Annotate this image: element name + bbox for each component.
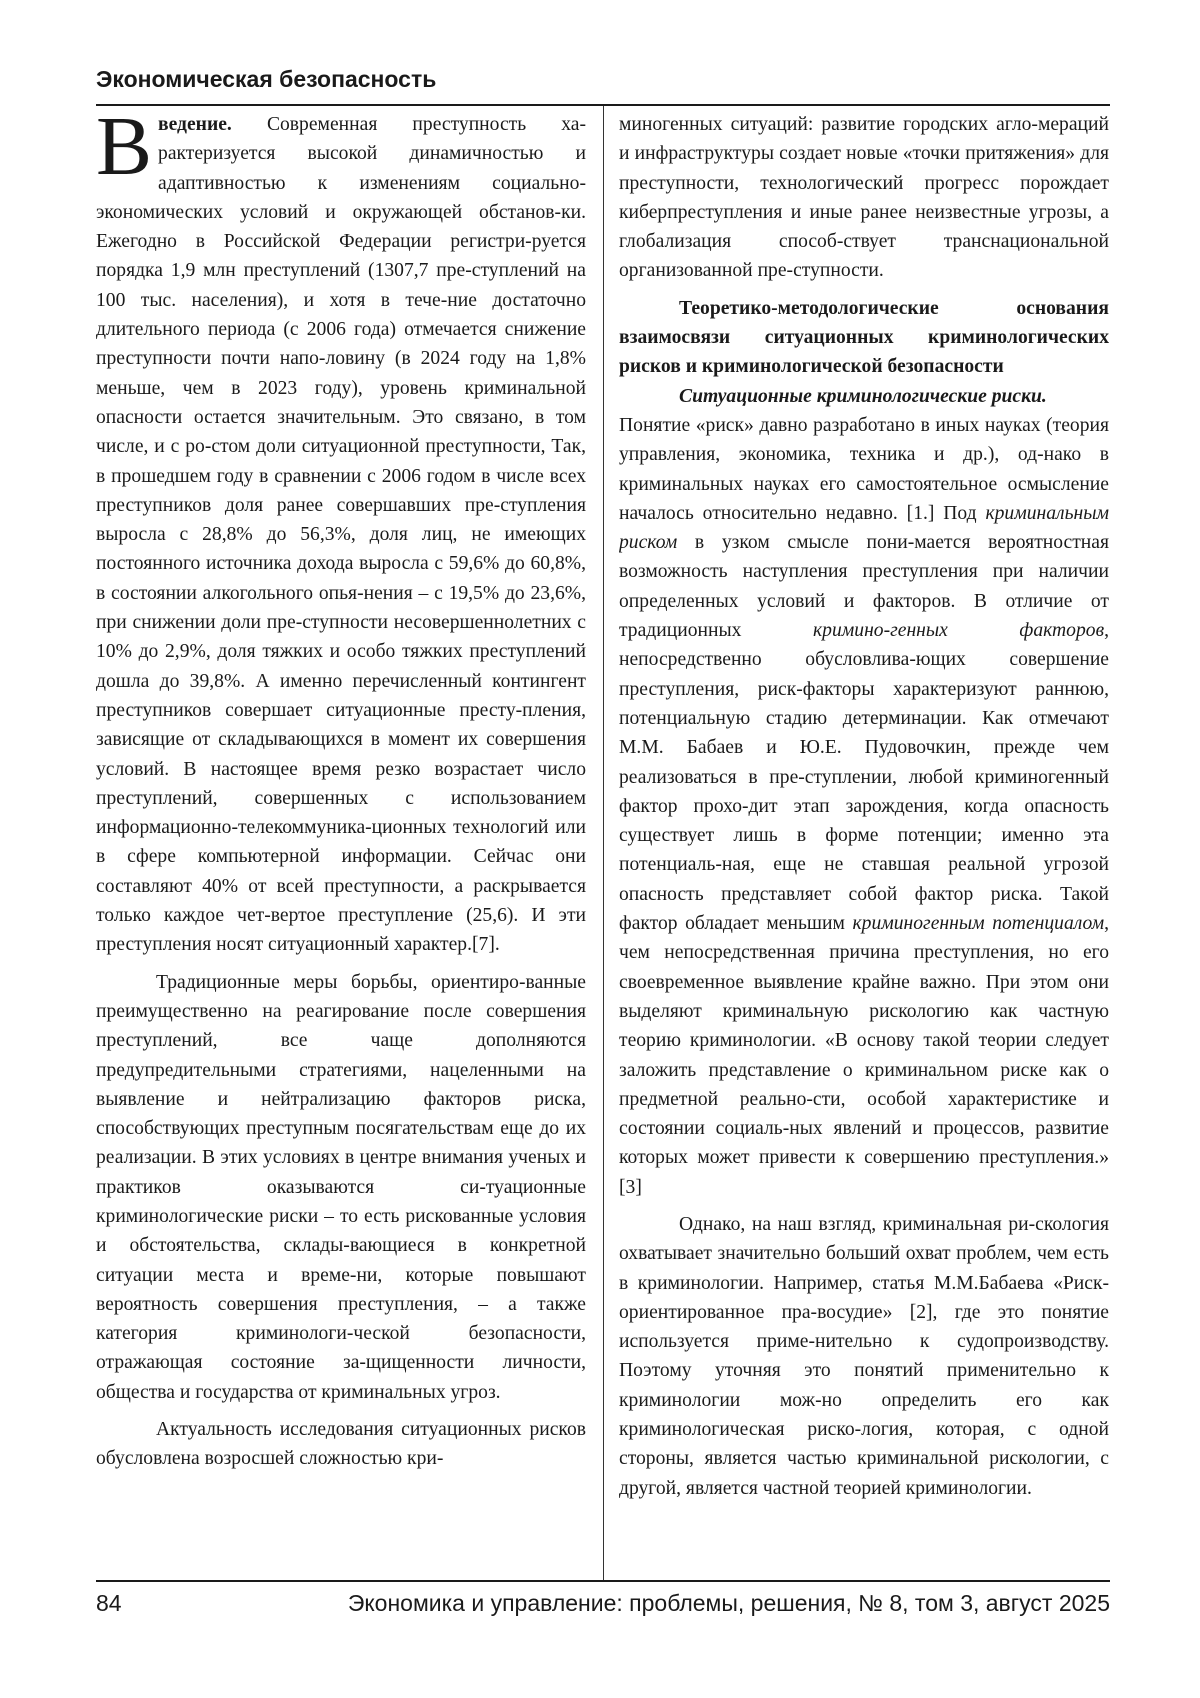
risk-text-a: Понятие «риск» давно разработано в иных науках (теория управления, экономика, техника и др.), од-нако в криминальных науках его самостоятельное осмысление началось относительно недавно. [1.] Под [619,414,1109,524]
section-heading: Теоретико-методологические основания взаимосвязи ситуационных криминологических рисков и криминологической безопасности [619,297,1109,378]
continuation-paragraph: миногенных ситуаций: развитие городских агло-мераций и инфраструктуры создает новые «точки притяжения» для преступности, технологический прогресс порождает киберпреступления и иные ранее неизвестные угрозы, а глобализация способ-ствует транснациональной организованной пре-ступности. [619,114,1109,282]
intro-lead: ведение. [158,114,232,135]
intro-text: Современная преступность ха-рактеризуется высокой динамичностью и адаптивностью к изменениям социально-экономических условий и окружающей обстанов-ки. Ежегодно в Российской Федерации регистри-руется порядка 1,9 млн преступлений (1307,7 пре-ступлений на 100 тыс. населения), и хотя в тече-ние достаточно длительного периода (с 2006 года) отмечается снижение преступности почти напо-ловину (в 2024 году на 1,8% меньше, чем в 2023 году), уровень криминальной опасности остается значительным. Это связано, в том числе, и с ро-стом доли ситуационной преступности, Так, в прошедшем году в сравнении с 2006 годом в числе всех преступников доля ранее совершавших пре-ступления выросла с 28,8% до 56,3%, доля лиц, не имеющих постоянного источника дохода выросла с 59,6% до 60,8%, в состоянии алкогольного опья-нения – с 19,5% до 23,6%, при снижении доли пре-ступности несовершеннолетних с 10% до 2,9%, доля тяжких и особо тяжких преступлений дошла до 39,8%. А именно перечисленный контингент преступников совершает ситуационные престу-пления, зависящие от складывающихся в момент их совершения условий. В настоящее время резко возрастает число преступлений, совершенных с использованием информационно-телекоммуника-ционных технологий или в сфере компьютерной информации. Сейчас они составляют 40% от всей преступности, а раскрывается только каждое чет-вертое преступление (25,6). И эти преступления носят ситуационный характер.[7]. [96,114,586,956]
subheading: Ситуационные криминологические риски. [679,385,1047,407]
risk-term-2: кримино-генных факторов [813,620,1105,642]
paragraph-relevance: Актуальность исследования ситуационных рисков обусловлена возросшей сложностью кри- [96,1419,586,1470]
risk-term-3: криминогенным потенциалом [852,913,1105,935]
risk-text-c: , непосредственно обусловлива-ющих совершение преступления, риск-факторы характеризуют раннюю, потенциальную стадию детерминации. Как отмечают М.М. Бабаев и Ю.Е. Пудовочкин, прежде чем реализоваться в пре-ступлении, любой криминогенный фактор прохо-дит этап зарождения, когда опасность существует лишь в форме потенции; именно эта потенциаль-ная, еще не ставшая реальной угрозой опасность представляет собой фактор риска. Такой фактор обладает меньшим [619,620,1109,935]
page-number: 84 [96,1590,122,1616]
risk-term-1: криминальным риском [619,502,1109,554]
right-column [619,110,1109,1576]
journal-info: Экономика и управление: проблемы, решения, № 8, том 3, август 2025 [347,1590,1110,1616]
paragraph-traditional-measures: Традиционные меры борьбы, ориентиро-ванные преимущественно на реагирование после совершения преступлений, все чаще дополняются предупредительными стратегиями, нацеленными на выявление и нейтрализацию факторов риска, способствующих преступным посягательствам еще до их реализации. В этих условиях в центре внимания ученых и практиков оказываются си-туационные криминологические риски – то есть рискованные условия и обстоятельства, склады-вающиеся в конкретной ситуации места и време-ни, которые повышают вероятность совершения преступления, – а также категория криминологи-ческой безопасности, отражающая состояние за-щищенности личности, общества и государства от криминальных угроз. [96,971,586,1403]
drop-cap: В [96,110,153,193]
risk-concept-paragraph [619,411,1109,1202]
running-title: Экономическая безопасность [96,66,437,92]
column-divider [603,106,604,1580]
riskology-paragraph: Однако, на наш взгляд, криминальная ри-скология охватывает значительно больший охват проблем, чем есть в криминологии. Например, статья М.М.Бабаева «Риск-ориентированное пра-восудие» [2], где это понятие используется приме-нительно к судопроизводству. Поэтому уточняя это понятий применительно к криминологии мож-но определить его как криминологическая риско-логия, которая, с одной стороны, является частью криминальной рискологии, с другой, является частной теорией криминологии. [619,1213,1109,1499]
risk-text-b: в узком смысле пони-мается вероятностная возможность наступления преступления при наличии определенных условий и факторов. В отличие от традиционных [619,532,1109,642]
risk-text-d: , чем непосредственная причина преступления, но его своевременное выявление крайне важно. При этом они выделяют криминальную рискологию как частную теорию криминологии. «В основу такой теории следует заложить представление о криминальном риске как о предметной реально-сти, особой характеристике и состоянии социаль-ных явлений и процессов, развитие которых может привести к совершению преступления.» [3] [619,913,1109,1198]
left-column [96,110,586,1576]
intro-paragraph [96,110,586,960]
footer-rule [96,1580,1110,1582]
